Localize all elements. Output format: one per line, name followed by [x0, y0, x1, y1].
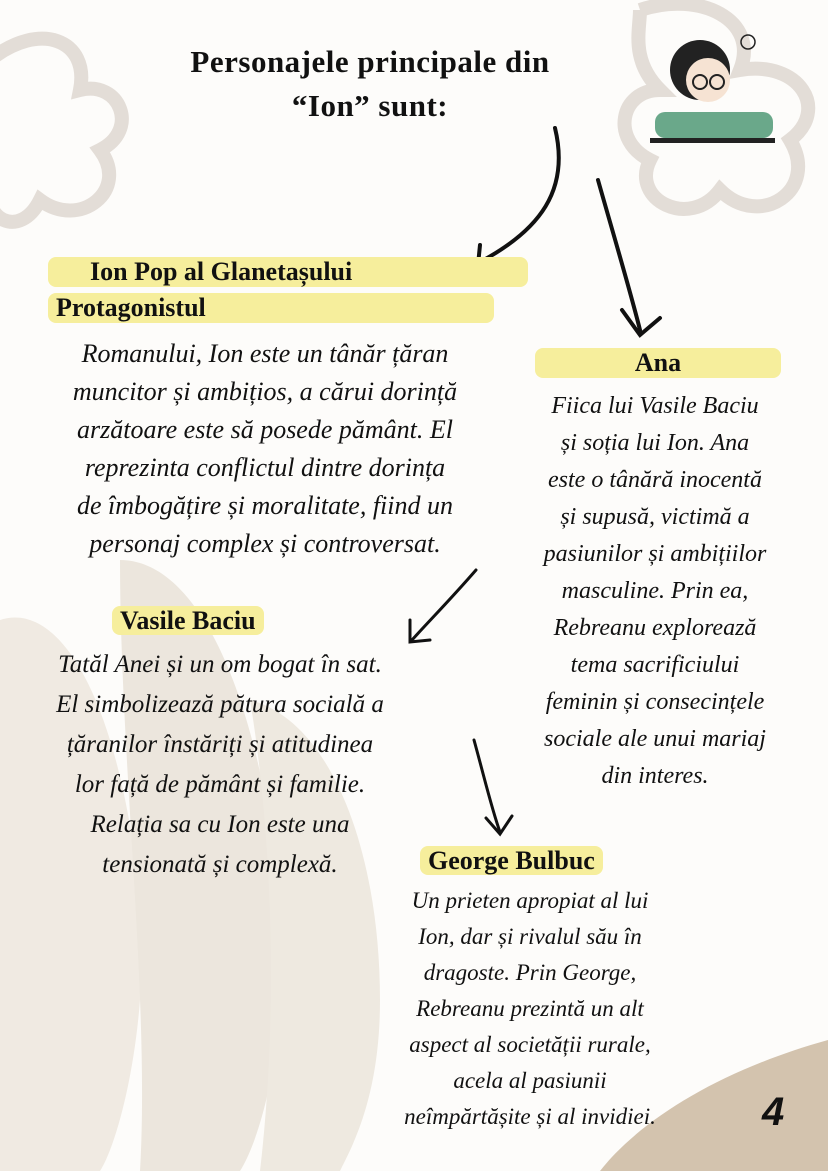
george-description: Un prieten apropiat al lui Ion, dar și rivalul său în dragoste. Prin George, Rebreanu prezintă un alt aspect al societății rurale, acela al pasiunii neîmpărtășite și al invidiei. — [404, 888, 656, 1129]
arrow-to-ion — [480, 128, 559, 262]
flower-outline-topright — [625, 4, 809, 209]
ion-heading: Ion Pop al Glanetașului — [48, 257, 528, 287]
ion-description: Romanului, Ion este un tânăr țăran muncitor și ambițios, a cărui dorință arzătoare este să posede pământ. El reprezinta conflictul dintre dorința de îmbogățire și moralitate, fiind un personaj complex și controversat. — [72, 339, 458, 558]
ana-heading: Ana — [535, 348, 781, 378]
arrow-to-vasile — [412, 570, 476, 640]
page-number: 4 — [762, 1090, 785, 1134]
vasile-description: Tatăl Anei și un om bogat în sat. El simbolizează pătura socială a țăranilor înstăriți și atitudinea lor față de pământ și familie. Relația sa cu Ion este una tensionată și complexă. — [56, 651, 384, 878]
ion-role: Protagonistul — [48, 293, 494, 323]
vasile-heading: Vasile Baciu — [112, 606, 264, 636]
arrow-to-ana — [598, 180, 640, 330]
ana-description: Fiica lui Vasile Baciu și soția lui Ion. Ana este o tânără inocentă și supusă, victimă a pasiunilor și ambițiilor masculine. Prin ea, Rebreanu explorează tema sacrificiului feminin și consecințele sociale ale unui mariaj din interes. — [543, 393, 767, 789]
page-title: Personajele principale din “Ion” sunt: — [190, 44, 550, 123]
george-heading: George Bulbuc — [420, 846, 603, 876]
flower-outline-topleft — [0, 39, 122, 222]
